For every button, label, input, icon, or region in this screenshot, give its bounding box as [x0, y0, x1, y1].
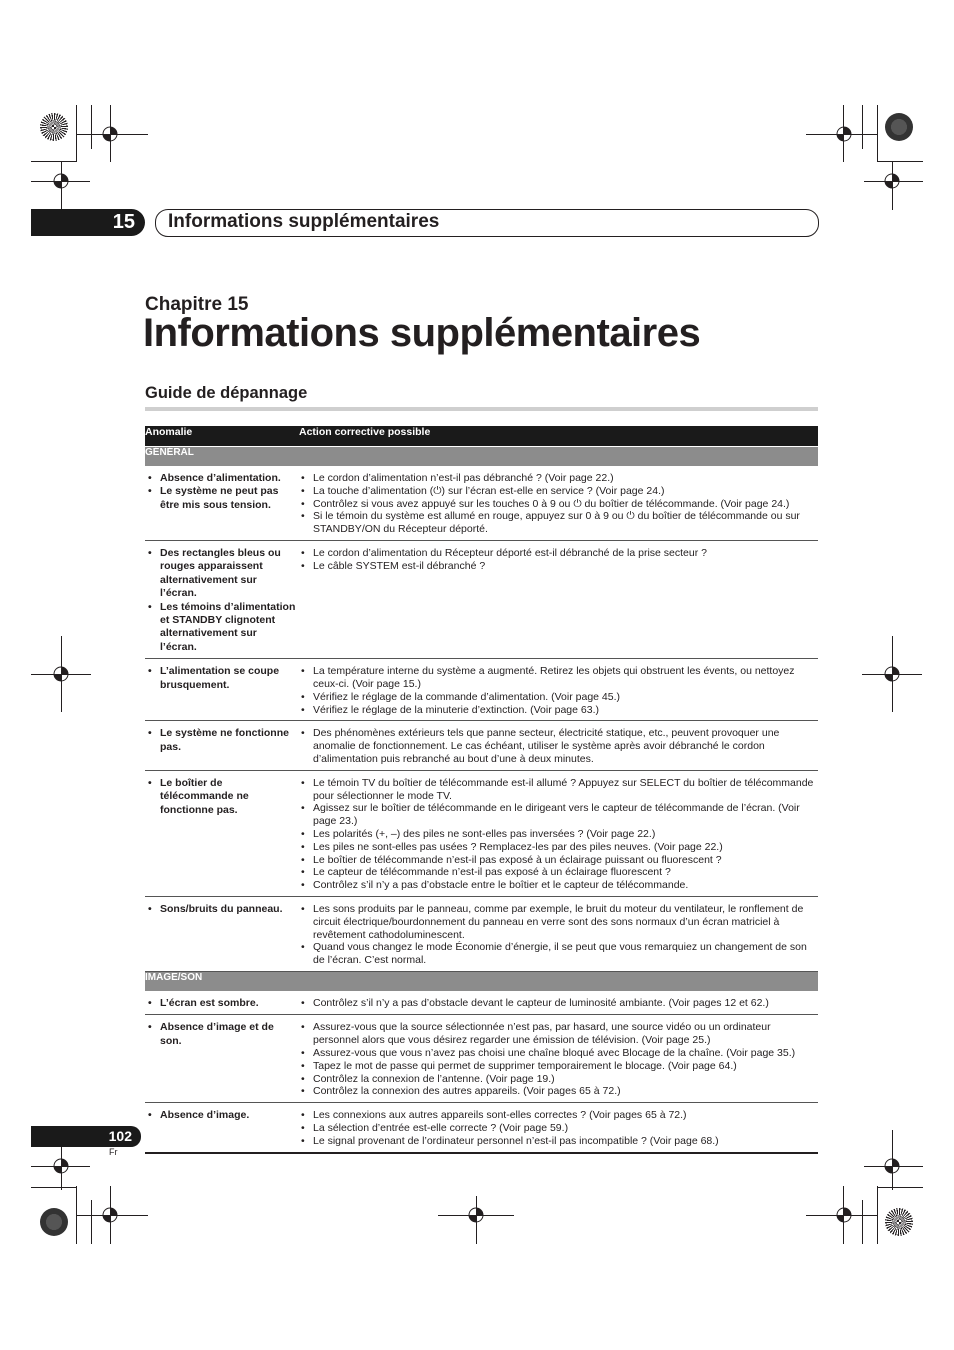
running-header	[155, 209, 819, 237]
table-row	[145, 896, 818, 971]
action-item: • Les connexions aux autres appareils sont-elles correctes ? (Voir pages 65 à 72.)	[301, 1109, 814, 1122]
action-item: • Contrôlez s’il n’y a pas d’obstacle devant le capteur de luminosité ambiante. (Voir pages 12 et 62.)	[301, 997, 814, 1010]
table-row	[145, 1015, 818, 1103]
action-item: • Si le témoin du système est allumé en rouge, appuyez sur 0 à 9 ou ⏻ du boîtier de télécommande ou sur STANDBY/ON du Récepteur déporté.	[301, 510, 814, 536]
action-item: • Le boîtier de télécommande n’est-il pas exposé à un éclairage puissant ou fluorescent ?	[301, 854, 814, 867]
chapter-label: Chapitre 15	[145, 294, 249, 315]
registration-dial-icon	[885, 113, 913, 141]
table-row	[145, 540, 818, 658]
action-cell	[299, 540, 818, 658]
registration-crosshair-icon	[51, 664, 71, 684]
problem-cell	[145, 540, 299, 658]
action-item: • Le cordon d’alimentation du Récepteur déporté est-il débranché de la prise secteur ?	[301, 547, 814, 560]
action-item: • Contrôlez la connexion de l’antenne. (Voir page 19.)	[301, 1073, 814, 1086]
problem-cell	[145, 770, 299, 896]
table-row	[145, 991, 818, 1015]
section-rule	[145, 407, 818, 411]
registration-crosshair-icon	[882, 171, 902, 191]
chapter-number-tab	[31, 209, 145, 236]
page-title: Informations supplémentaires	[143, 311, 701, 355]
action-item: • Le capteur de télécommande n’est-il pas exposé à un éclairage fluorescent ?	[301, 866, 814, 879]
action-item: • Des phénomènes extérieurs tels que panne secteur, électricité statique, etc., peuvent provoquer une anomalie de fonctionnement. Le cas échéant, utiliser le système après avoir débranché le cordon d’alimentation puis rebranché au bout d’une à deux minutes.	[301, 727, 814, 765]
action-item: • Agissez sur le boîtier de télécommande en le dirigeant vers le capteur de télécommande de l’écran. (Voir page 23.)	[301, 802, 814, 828]
action-item: • Contrôlez s’il n’y a pas d’obstacle entre le boîtier et le capteur de télécommande.	[301, 879, 814, 892]
action-item: • La sélection d’entrée est-elle correcte ? (Voir page 59.)	[301, 1122, 814, 1135]
problem-item: • Les témoins d’alimentation et STANDBY clignotent alternativement sur l’écran.	[148, 601, 296, 655]
problem-item: • Des rectangles bleus ou rouges apparaissent alternativement sur l’écran.	[148, 547, 296, 601]
action-item: • Quand vous changez le mode Économie d’énergie, il se peut que vous remarquiez un changement de son de l’écran. C’est normal.	[301, 941, 814, 967]
action-item: • Le signal provenant de l’ordinateur personnel n’est-il pas incompatible ? (Voir page 68.)	[301, 1135, 814, 1148]
language-code: Fr	[109, 1147, 118, 1157]
page-number-tab	[31, 1126, 141, 1147]
action-cell	[299, 1103, 818, 1153]
action-cell	[299, 466, 818, 540]
registration-dial-icon	[40, 113, 68, 141]
problem-cell	[145, 1015, 299, 1103]
category-label: IMAGE/SON	[145, 971, 818, 991]
registration-crosshair-icon	[100, 1205, 120, 1225]
problem-cell	[145, 659, 299, 721]
action-item: • Les piles ne sont-elles pas usées ? Remplacez-les par des piles neuves. (Voir page 22.)	[301, 841, 814, 854]
page-number: 102	[108, 1128, 132, 1144]
action-item: • Contrôlez si vous avez appuyé sur les touches 0 à 9 ou ⏻ du boîtier de télécommande. (Voir page 24.)	[301, 498, 814, 511]
problem-cell	[145, 991, 299, 1015]
problem-cell	[145, 896, 299, 971]
action-item: • Assurez-vous que vous n’avez pas choisi une chaîne bloqué avec Blocage de la chaîne. (Voir page 35.)	[301, 1047, 814, 1060]
table-row	[145, 659, 818, 721]
action-item: • Vérifiez le réglage de la commande d’alimentation. (Voir page 45.)	[301, 691, 814, 704]
action-item: • Le câble SYSTEM est-il débranché ?	[301, 560, 814, 573]
registration-crosshair-icon	[466, 1205, 486, 1225]
action-cell	[299, 721, 818, 770]
action-cell	[299, 1015, 818, 1103]
action-item: • Vérifiez le réglage de la minuterie d’extinction. (Voir page 63.)	[301, 704, 814, 717]
registration-crosshair-icon	[51, 171, 71, 191]
column-header-action: Action corrective possible	[299, 426, 818, 447]
problem-item: • Le système ne peut pas être mis sous tension.	[148, 485, 296, 512]
table-row	[145, 770, 818, 896]
registration-crosshair-icon	[51, 1156, 71, 1176]
problem-item: • L’alimentation se coupe brusquement.	[148, 665, 296, 692]
table-header-row	[145, 426, 818, 447]
registration-crosshair-icon	[834, 124, 854, 144]
problem-item: • Sons/bruits du panneau.	[148, 903, 296, 916]
registration-crosshair-icon	[100, 124, 120, 144]
category-row	[145, 447, 818, 467]
problem-item: • Le système ne fonctionne pas.	[148, 727, 296, 754]
action-item: • Contrôlez la connexion des autres appareils. (Voir pages 65 à 72.)	[301, 1085, 814, 1098]
problem-item: • Le boîtier de télécommande ne fonctionne pas.	[148, 777, 296, 817]
problem-cell	[145, 721, 299, 770]
problem-item: • Absence d’image et de son.	[148, 1021, 296, 1048]
registration-crosshair-icon	[882, 1156, 902, 1176]
problem-item: • Absence d’alimentation.	[148, 472, 296, 485]
action-item: • Le cordon d’alimentation n’est-il pas débranché ? (Voir page 22.)	[301, 472, 814, 485]
action-item: • Assurez-vous que la source sélectionnée n’est pas, par hasard, une source vidéo ou un ordinateur personnel alors que vous désirez regarder une émission de télévision. (Voir page 25.)	[301, 1021, 814, 1047]
table-row	[145, 466, 818, 540]
problem-item: • Absence d’image.	[148, 1109, 296, 1122]
registration-dial-icon	[40, 1208, 68, 1236]
registration-crosshair-icon	[834, 1205, 854, 1225]
category-label: GÉNÉRAL	[145, 447, 818, 467]
section-title: Guide de dépannage	[145, 384, 308, 402]
table-row	[145, 721, 818, 770]
category-row	[145, 971, 818, 991]
column-header-anomaly: Anomalie	[145, 426, 299, 447]
running-header-title: Informations supplémentaires	[168, 211, 440, 232]
action-cell	[299, 991, 818, 1015]
action-cell	[299, 896, 818, 971]
problem-cell	[145, 466, 299, 540]
problem-item: • L’écran est sombre.	[148, 997, 296, 1010]
chapter-number: 15	[112, 211, 135, 233]
action-item: • Les polarités (+, –) des piles ne sont-elles pas inversées ? (Voir page 22.)	[301, 828, 814, 841]
action-item: • Le témoin TV du boîtier de télécommande est-il allumé ? Appuyez sur SELECT du boîtier de télécommande pour sélectionner le mode TV.	[301, 777, 814, 803]
action-item: • Tapez le mot de passe qui permet de supprimer temporairement le blocage. (Voir page 64.)	[301, 1060, 814, 1073]
action-cell	[299, 770, 818, 896]
action-item: • Les sons produits par le panneau, comme par exemple, le bruit du moteur du ventilateur, le ronflement de circuit électrique/bourdonnement du panneau en verre sont des sons normaux d’un écran matriciel à revêtement cathodoluminescent.	[301, 903, 814, 941]
action-item: • La température interne du système a augmenté. Retirez les objets qui obstruent les évents, ou nettoyez ceux-ci. (Voir page 15.)	[301, 665, 814, 691]
problem-cell	[145, 1103, 299, 1153]
table-row	[145, 1103, 818, 1153]
troubleshooting-table	[145, 426, 818, 1154]
registration-crosshair-icon	[882, 664, 902, 684]
registration-dial-icon	[885, 1208, 913, 1236]
action-cell	[299, 659, 818, 721]
action-item: • La touche d’alimentation (⏻) sur l’écran est-elle en service ? (Voir page 24.)	[301, 485, 814, 498]
